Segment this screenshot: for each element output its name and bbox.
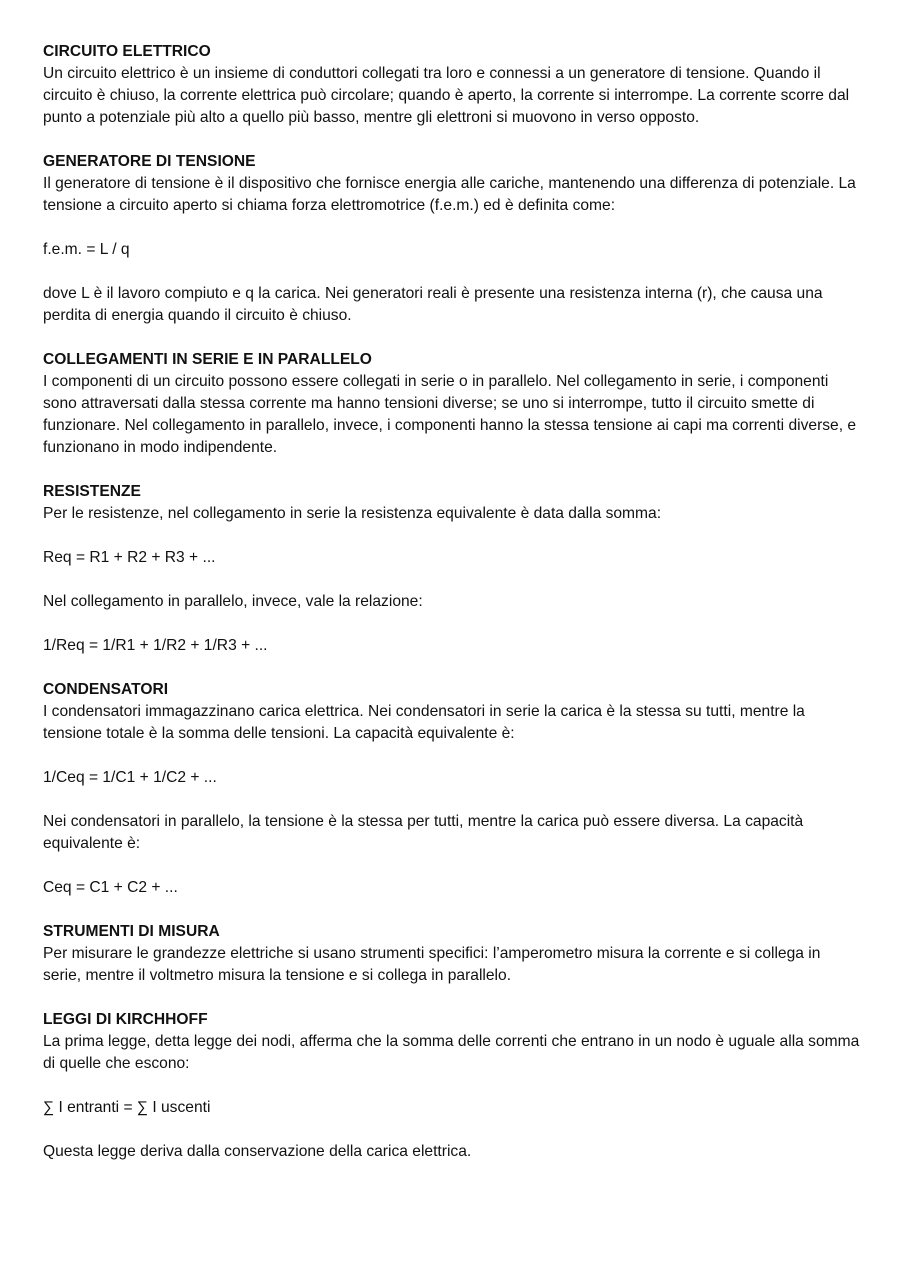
section-heading: GENERATORE DI TENSIONE <box>43 153 256 170</box>
formula-line: Ceq = C1 + C2 + ... <box>43 879 178 896</box>
paragraph: Per le resistenze, nel collegamento in serie la resistenza equivalente è data dalla somma: <box>43 505 662 522</box>
section-heading: CONDENSATORI <box>43 681 169 698</box>
paragraph: dove L è il lavoro compiuto e q la carica. Nei generatori reali è presente una resistenza interna (r), che causa una perdita di energia quando il circuito è chiuso. <box>43 285 823 324</box>
formula-line: f.e.m. = L / q <box>43 241 130 258</box>
section <box>43 349 861 459</box>
section-heading: CIRCUITO ELETTRICO <box>43 43 211 60</box>
section <box>43 921 861 987</box>
section <box>43 41 861 129</box>
paragraph: I componenti di un circuito possono essere collegati in serie o in parallelo. Nel collegamento in serie, i componenti sono attraversati dalla stessa corrente ma hanno tensioni diverse; se uno si interrompe, tutto il circuito smette di funzionare. Nel collegamento in parallelo, invece, i componenti hanno la stessa tensione ai capi ma correnti diverse, e funzionano in modo indipendente. <box>43 373 857 456</box>
section-heading: COLLEGAMENTI IN SERIE E IN PARALLELO <box>43 351 372 368</box>
formula-line: 1/Req = 1/R1 + 1/R2 + 1/R3 + ... <box>43 637 268 654</box>
paragraph: Questa legge deriva dalla conservazione della carica elettrica. <box>43 1143 472 1160</box>
section-heading: LEGGI DI KIRCHHOFF <box>43 1011 208 1028</box>
section <box>43 481 861 657</box>
section <box>43 679 861 899</box>
paragraph: La prima legge, detta legge dei nodi, afferma che la somma delle correnti che entrano in un nodo è uguale alla somma di quelle che escono: <box>43 1033 860 1072</box>
document-page <box>43 41 861 1185</box>
section <box>43 151 861 327</box>
paragraph: Il generatore di tensione è il dispositivo che fornisce energia alle cariche, mantenendo una differenza di potenziale. La tensione a circuito aperto si chiama forza elettromotrice (f.e.m.) ed è definita come: <box>43 175 856 214</box>
paragraph: Un circuito elettrico è un insieme di conduttori collegati tra loro e connessi a un generatore di tensione. Quando il circuito è chiuso, la corrente elettrica può circolare; quando è aperto, la corrente si interrompe. La corrente scorre dal punto a potenziale più alto a quello più basso, mentre gli elettroni si muovono in verso opposto. <box>43 65 850 126</box>
section-heading: STRUMENTI DI MISURA <box>43 923 220 940</box>
paragraph: Per misurare le grandezze elettriche si usano strumenti specifici: l’amperometro misura la corrente e si collega in serie, mentre il voltmetro misura la tensione e si collega in parallelo. <box>43 945 821 984</box>
section <box>43 1009 861 1163</box>
formula-line: ∑ I entranti = ∑ I uscenti <box>43 1099 211 1116</box>
paragraph: Nel collegamento in parallelo, invece, vale la relazione: <box>43 593 423 610</box>
formula-line: Req = R1 + R2 + R3 + ... <box>43 549 216 566</box>
paragraph: Nei condensatori in parallelo, la tensione è la stessa per tutti, mentre la carica può essere diversa. La capacità equivalente è: <box>43 813 804 852</box>
section-heading: RESISTENZE <box>43 483 141 500</box>
paragraph: I condensatori immagazzinano carica elettrica. Nei condensatori in serie la carica è la stessa su tutti, mentre la tensione totale è la somma delle tensioni. La capacità equivalente è: <box>43 703 805 742</box>
formula-line: 1/Ceq = 1/C1 + 1/C2 + ... <box>43 769 217 786</box>
